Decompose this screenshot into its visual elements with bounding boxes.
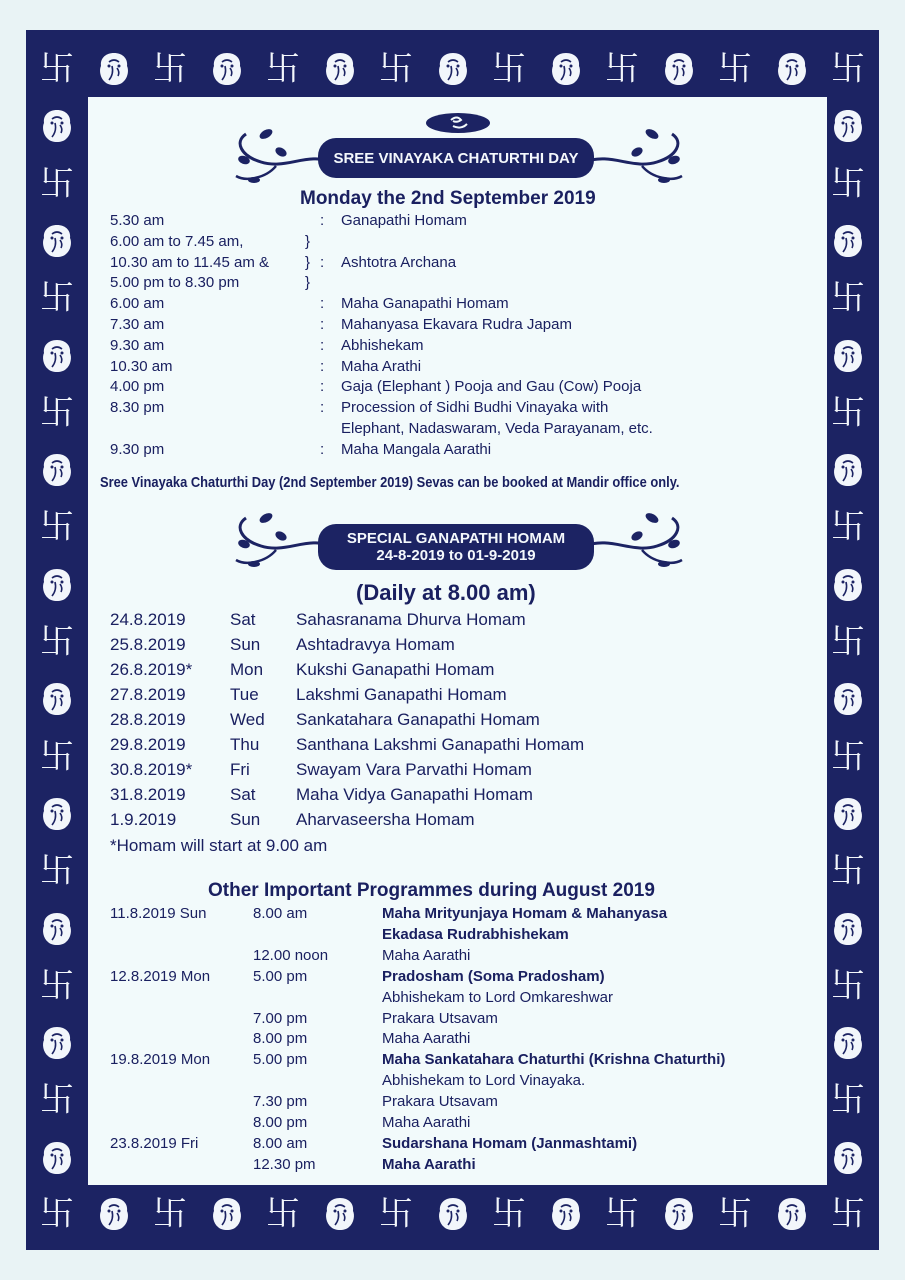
swastika-icon: 卐 <box>266 49 300 89</box>
homam-date: 28.8.2019 <box>110 710 186 729</box>
ganesha-icon <box>321 50 359 88</box>
homam-date: 31.8.2019 <box>110 785 186 804</box>
schedule-time: 8.30 pm <box>110 399 165 417</box>
swastika-icon: 卐 <box>40 851 74 892</box>
swastika-icon: 卐 <box>40 1194 74 1234</box>
ganesha-icon <box>660 50 698 88</box>
ganesha-icon <box>38 795 76 833</box>
swastika-icon: 卐 <box>40 278 74 319</box>
homam-event: Sankatahara Ganapathi Homam <box>296 710 540 729</box>
swastika-icon: 卐 <box>831 622 865 662</box>
programme-event: Sudarshana Homam (Janmashtami) <box>382 1134 638 1152</box>
swastika-icon: 卐 <box>40 392 74 433</box>
ganesha-icon <box>829 566 867 604</box>
swastika-icon: 卐 <box>831 163 865 204</box>
homam-date: 30.8.2019* <box>110 760 193 779</box>
schedule-time: 6.00 am to 7.45 am, <box>110 232 244 250</box>
homam-day: Mon <box>230 660 264 679</box>
ganesha-icon <box>434 1195 472 1233</box>
schedule-brace: } <box>305 232 311 250</box>
swastika-icon: 卐 <box>40 622 74 662</box>
programme-time: 8.00 pm <box>253 1030 308 1048</box>
schedule-colon: : <box>320 357 325 375</box>
schedule-event: Maha Mangala Aarathi <box>341 440 492 458</box>
ganesha-icon <box>38 1139 76 1177</box>
ganesha-icon <box>321 1195 359 1233</box>
ganesha-icon <box>829 451 867 489</box>
schedule-colon: : <box>320 440 325 458</box>
homam-event: Sahasranama Dhurva Homam <box>296 610 526 629</box>
programme-date: 12.8.2019 Mon <box>110 967 211 985</box>
programme-time: 8.00 am <box>253 1134 308 1152</box>
swastika-icon: 卐 <box>831 965 865 1006</box>
homam-date: 1.9.2019 <box>110 810 177 829</box>
programme-event: Prakara Utsavam <box>382 1093 498 1111</box>
homam-date: 29.8.2019 <box>110 735 186 754</box>
homam-event: Aharvaseersha Homam <box>296 810 475 829</box>
programme-event: Abhishekam to Lord Vinayaka. <box>382 1072 586 1090</box>
homam-footnote: *Homam will start at 9.00 am <box>110 836 328 855</box>
swastika-icon: 卐 <box>492 49 526 89</box>
programme-time: 8.00 am <box>253 905 308 922</box>
schedule-time: 5.00 pm to 8.30 pm <box>110 274 240 292</box>
ganesha-icon <box>829 222 867 260</box>
swastika-icon: 卐 <box>831 1194 865 1234</box>
date-heading: Monday the 2nd September 2019 <box>300 188 596 209</box>
swastika-icon: 卐 <box>831 1080 865 1121</box>
schedule-time: 6.00 am <box>110 295 165 313</box>
schedule-colon: : <box>320 399 325 417</box>
booking-notice: Sree Vinayaka Chaturthi Day (2nd September 2019) Sevas can be booked at Mandir office only. <box>100 474 680 491</box>
swastika-icon: 卐 <box>40 49 74 89</box>
ganesha-icon <box>773 50 811 88</box>
homam-day: Wed <box>230 710 265 729</box>
ganesha-icon <box>829 910 867 948</box>
schedule-time: 5.30 am <box>110 212 165 229</box>
swastika-icon: 卐 <box>831 851 865 892</box>
programme-event: Maha Aarathi <box>382 1155 476 1173</box>
ganesha-icon <box>95 50 133 88</box>
homam-day: Fri <box>230 760 250 779</box>
schedule-brace: } <box>305 253 311 271</box>
swastika-icon: 卐 <box>605 49 639 89</box>
banner-vinayaka-chaturthi: SREE VINAYAKA CHATURTHI DAY <box>318 138 594 178</box>
banner-special-homam-dates: 24-8-2019 to 01-9-2019 <box>376 547 536 564</box>
ganesha-icon <box>547 1195 585 1233</box>
programme-event: Maha Mrityunjaya Homam & Mahanyasa <box>382 905 668 922</box>
swastika-icon: 卐 <box>153 49 187 89</box>
programme-time: 5.00 pm <box>253 1051 308 1069</box>
homam-day: Sun <box>230 810 261 829</box>
schedule-time: 9.30 am <box>110 336 165 354</box>
homam-day: Tue <box>230 685 259 704</box>
schedule-time: 9.30 pm <box>110 440 165 458</box>
ganesha-icon <box>829 107 867 145</box>
programme-time: 12.00 noon <box>253 946 329 964</box>
swastika-icon: 卐 <box>40 965 74 1006</box>
swastika-icon: 卐 <box>40 507 74 548</box>
schedule-event: Ashtotra Archana <box>341 253 457 271</box>
swastika-icon: 卐 <box>266 1194 300 1234</box>
schedule-brace: } <box>305 274 311 292</box>
ganesha-icon <box>95 1195 133 1233</box>
vine-ornament-right-2 <box>582 506 692 572</box>
schedule-event: Mahanyasa Ekavara Rudra Japam <box>341 316 572 333</box>
programme-event: Pradosham (Soma Pradosham) <box>382 967 605 985</box>
ganesha-icon <box>208 50 246 88</box>
swastika-icon: 卐 <box>605 1194 639 1234</box>
swastika-icon: 卐 <box>153 1194 187 1234</box>
homam-event: Maha Vidya Ganapathi Homam <box>296 785 533 804</box>
schedule-event: Procession of Sidhi Budhi Vinayaka with <box>341 399 609 417</box>
programme-event: Maha Aarathi <box>382 1114 471 1131</box>
swastika-icon: 卐 <box>831 736 865 777</box>
swastika-icon: 卐 <box>831 392 865 433</box>
homam-day: Sat <box>230 785 256 804</box>
programme-time: 7.30 pm <box>253 1093 308 1111</box>
swastika-icon: 卐 <box>831 49 865 89</box>
swastika-icon: 卐 <box>831 278 865 319</box>
schedule-event: Ganapathi Homam <box>341 212 467 229</box>
homam-date: 27.8.2019 <box>110 685 186 704</box>
swastika-icon: 卐 <box>379 1194 413 1234</box>
swastika-icon: 卐 <box>718 1194 752 1234</box>
programme-time: 12.30 pm <box>253 1155 316 1173</box>
programme-event: Maha Aarathi <box>382 946 471 964</box>
ganesha-icon <box>829 795 867 833</box>
ganesha-icon <box>38 566 76 604</box>
homam-event: Kukshi Ganapathi Homam <box>296 660 495 679</box>
programme-event: Abhishekam to Lord Omkareshwar <box>382 988 613 1006</box>
homam-event: Lakshmi Ganapathi Homam <box>296 685 507 704</box>
swastika-icon: 卐 <box>40 1080 74 1121</box>
swastika-icon: 卐 <box>40 736 74 777</box>
programme-event: Maha Sankatahara Chaturthi (Krishna Chaturthi) <box>382 1051 726 1069</box>
ganesha-icon <box>434 50 472 88</box>
banner-special-homam-title: SPECIAL GANAPATHI HOMAM <box>346 530 566 547</box>
ganesha-icon <box>547 50 585 88</box>
ganesha-icon <box>38 910 76 948</box>
banner-special-homam <box>318 524 594 570</box>
ganesha-icon <box>38 222 76 260</box>
daily-time-heading: (Daily at 8.00 am) <box>356 580 536 605</box>
ganesha-icon <box>829 337 867 375</box>
homam-date: 24.8.2019 <box>110 610 186 629</box>
programme-time: 8.00 pm <box>253 1114 308 1131</box>
swastika-icon: 卐 <box>831 507 865 548</box>
ganesha-icon <box>829 680 867 718</box>
schedule-time: 7.30 am <box>110 316 165 333</box>
schedule-colon: : <box>320 316 325 333</box>
schedule-colon: : <box>320 378 325 396</box>
schedule-event: Maha Ganapathi Homam <box>341 295 509 313</box>
programme-time: 7.00 pm <box>253 1009 308 1027</box>
homam-day: Sun <box>230 635 261 654</box>
ganesha-icon <box>38 107 76 145</box>
schedule-event: Abhishekam <box>341 336 424 354</box>
ganesha-icon <box>773 1195 811 1233</box>
programme-date: 19.8.2019 Mon <box>110 1051 211 1069</box>
ganesha-icon <box>829 1024 867 1062</box>
schedule-time: 10.30 am to 11.45 am & <box>110 253 269 271</box>
schedule-event: Maha Arathi <box>341 357 422 375</box>
swastika-icon: 卐 <box>40 163 74 204</box>
schedule-event: Elephant, Nadaswaram, Veda Parayanam, etc. <box>341 420 653 437</box>
ganesha-icon <box>660 1195 698 1233</box>
ganesha-icon <box>208 1195 246 1233</box>
homam-day: Thu <box>230 735 260 754</box>
swastika-icon: 卐 <box>379 49 413 89</box>
ganesha-icon <box>38 337 76 375</box>
om-logo-icon <box>425 112 491 134</box>
schedule-colon: : <box>320 212 325 229</box>
programme-date: 23.8.2019 Fri <box>110 1134 199 1152</box>
vine-ornament-right <box>582 122 692 188</box>
programme-date: 11.8.2019 Sun <box>110 905 207 922</box>
schedule-colon: : <box>320 336 325 354</box>
programme-event: Prakara Utsavam <box>382 1009 498 1027</box>
schedule-time: 10.30 am <box>110 357 173 375</box>
programme-event: Maha Aarathi <box>382 1030 471 1048</box>
homam-day: Sat <box>230 610 256 629</box>
homam-event: Swayam Vara Parvathi Homam <box>296 760 532 779</box>
ganesha-icon <box>38 680 76 718</box>
ganesha-icon <box>38 1024 76 1062</box>
ganesha-icon <box>829 1139 867 1177</box>
schedule-colon: : <box>320 253 325 271</box>
programme-time: 5.00 pm <box>253 967 308 985</box>
swastika-icon: 卐 <box>492 1194 526 1234</box>
swastika-icon: 卐 <box>718 49 752 89</box>
schedule-time: 4.00 pm <box>110 378 165 396</box>
homam-event: Ashtadravya Homam <box>296 635 455 654</box>
schedule-colon: : <box>320 295 325 313</box>
other-programmes-heading: Other Important Programmes during August 2019 <box>208 880 655 901</box>
homam-date: 26.8.2019* <box>110 660 193 679</box>
schedule-event: Gaja (Elephant ) Pooja and Gau (Cow) Pooja <box>341 378 642 396</box>
homam-date: 25.8.2019 <box>110 635 186 654</box>
programme-event: Ekadasa Rudrabhishekam <box>382 925 569 943</box>
ganesha-icon <box>38 451 76 489</box>
homam-event: Santhana Lakshmi Ganapathi Homam <box>296 735 585 754</box>
